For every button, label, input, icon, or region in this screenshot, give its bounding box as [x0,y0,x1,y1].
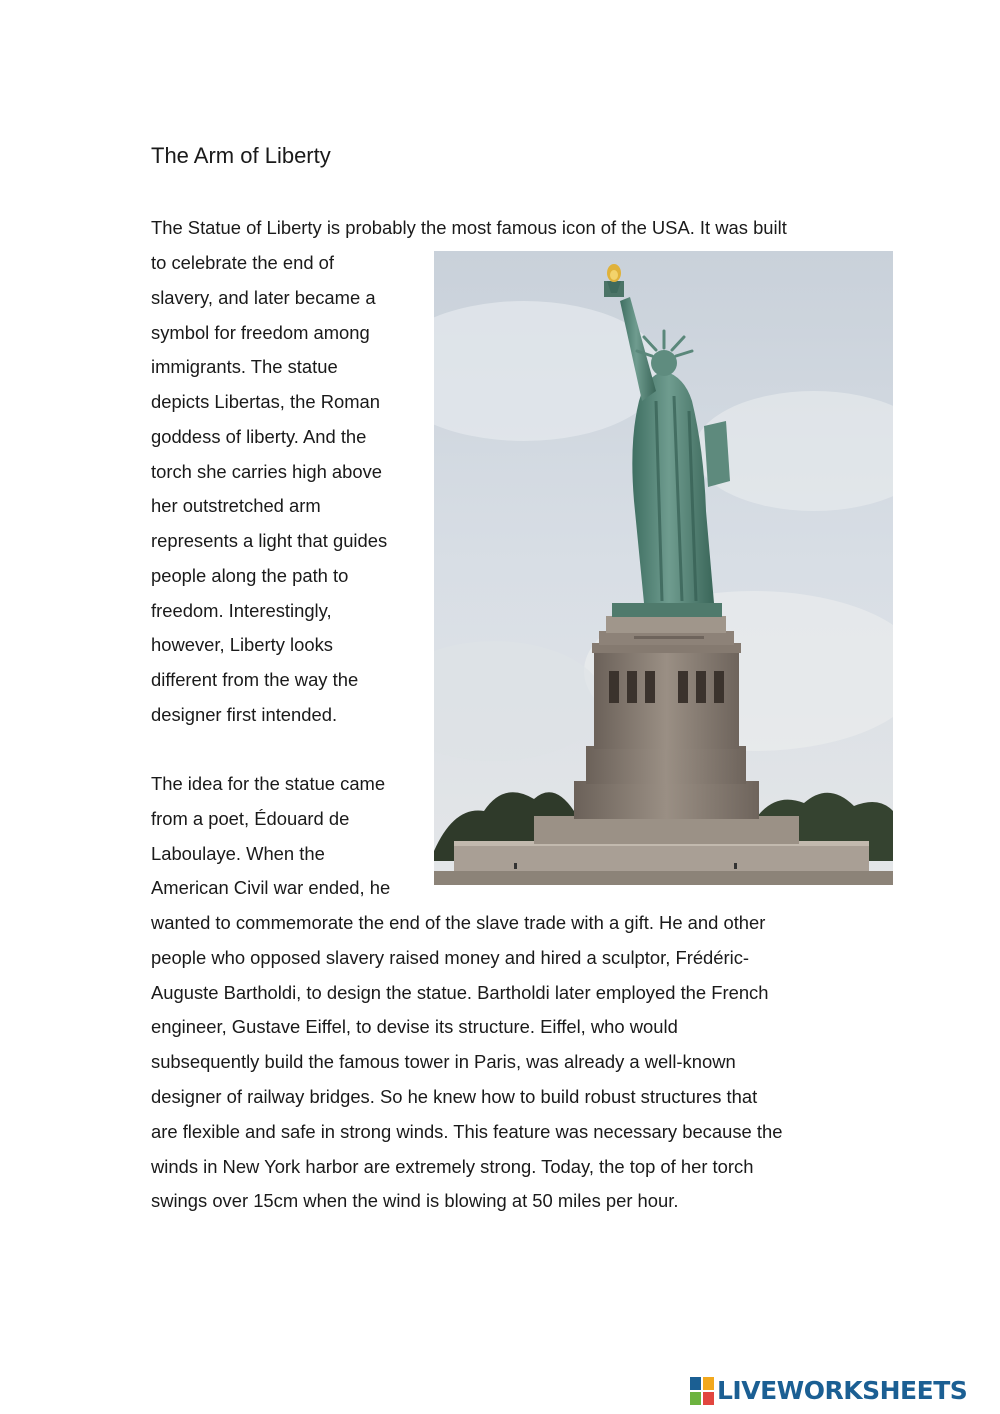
text-line: people who opposed slavery raised money and hired a sculptor, Frédéric- [151,947,750,968]
text-line: wanted to commemorate the end of the slave trade with a gift. He and other [151,912,766,933]
text-line: Laboulaye. When the [151,843,325,864]
text-line: Auguste Bartholdi, to design the statue. Bartholdi later employed the French [151,982,769,1003]
text-line: from a poet, Édouard de [151,808,350,829]
text-line: subsequently build the famous tower in Paris, was already a well-known [151,1051,736,1072]
text-line: symbol for freedom among [151,322,370,343]
text-line: American Civil war ended, he [151,877,391,898]
text-line: depicts Libertas, the Roman [151,391,380,412]
text-line: The idea for the statue came [151,773,386,794]
text-line: designer first intended. [151,704,338,725]
text-line: immigrants. The statue [151,356,338,377]
text-line: however, Liberty looks [151,634,333,655]
text-line: goddess of liberty. And the [151,426,367,447]
text-line: people along the path to [151,565,349,586]
text-line: winds in New York harbor are extremely strong. Today, the top of her torch [151,1156,754,1177]
text-line: are flexible and safe in strong winds. This feature was necessary because the [151,1121,783,1142]
statue-of-liberty-photo [434,251,893,885]
text-line: to celebrate the end of [151,252,335,273]
text-line: swings over 15cm when the wind is blowing at 50 miles per hour. [151,1190,679,1211]
text-line: engineer, Gustave Eiffel, to devise its structure. Eiffel, who would [151,1016,678,1037]
text-line: torch she carries high above [151,461,383,482]
liveworksheets-logo [690,1374,967,1408]
text-line: freedom. Interestingly, [151,600,332,621]
text-line: The Statue of Liberty is probably the most famous icon of the USA. It was built [151,217,787,238]
text-line: designer of railway bridges. So he knew how to build robust structures that [151,1086,758,1107]
page-title: The Arm of Liberty [151,143,331,168]
text-line: slavery, and later became a [151,287,376,308]
text-line: represents a light that guides [151,530,388,551]
text-line: her outstretched arm [151,495,321,516]
logo-text: LIVEWORKSHEETS [717,1376,968,1405]
liveworksheets-logo-icon [690,1377,714,1405]
text-line: different from the way the [151,669,359,690]
